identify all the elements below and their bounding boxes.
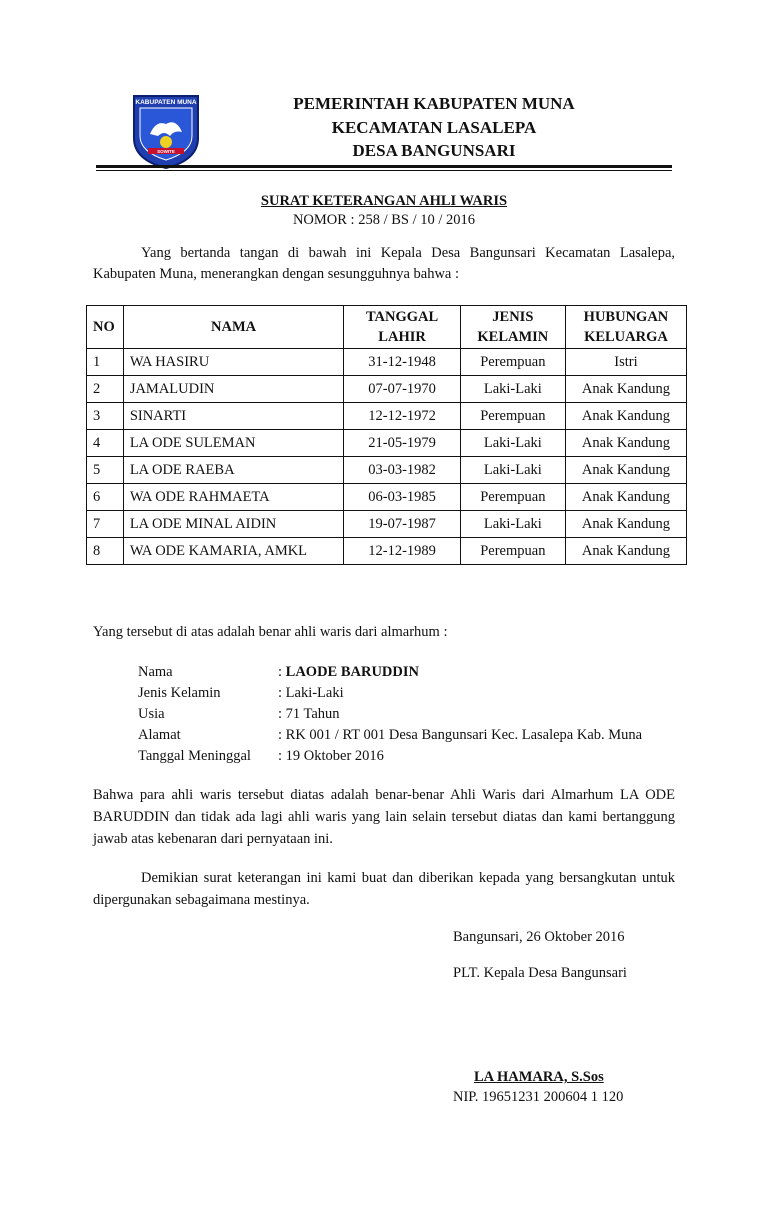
cell-no: 1 [87,349,124,376]
detail-row-usia [138,704,642,725]
detail-label: Nama [138,664,173,680]
header-village: DESA BANGUNSARI [352,141,516,160]
cell-hubungan: Anak Kandung [565,376,686,403]
cell-tanggal-lahir: 12-12-1972 [344,403,460,430]
header-jenis-line1: JENIS [492,309,534,325]
detail-value: : Laki-Laki [278,685,344,701]
cell-nama: WA HASIRU [123,349,344,376]
cell-no: 7 [87,511,124,538]
header-jenis-kelamin [460,306,565,349]
logo-bottom-text: SOWITE [157,149,175,154]
closing-paragraph: Demikian surat keterangan ini kami buat dan diberikan kepada yang bersangkutan untuk dipergunakan sebagaimana mestinya. [93,870,675,908]
cell-nama: LA ODE RAEBA [123,457,344,484]
detail-row-jenis-kelamin [138,683,642,704]
detail-value: : RK 001 / RT 001 Desa Bangunsari Kec. Lasalepa Kab. Muna [278,727,643,743]
letter-number: NOMOR : 258 / BS / 10 / 2016 [292,212,476,228]
header-district: KECAMATAN LASALEPA [331,118,537,137]
detail-label: Usia [138,706,165,722]
cell-hubungan: Anak Kandung [565,538,686,565]
cell-no: 2 [87,376,124,403]
cell-jenis-kelamin: Perempuan [460,349,565,376]
cell-nama: WA ODE RAHMAETA [123,484,344,511]
header-government: PEMERINTAH KABUPATEN MUNA [293,94,575,113]
logo-top-text: KABUPATEN MUNA [135,99,197,106]
cell-jenis-kelamin: Perempuan [460,403,565,430]
signature-place-date: Bangunsari, 26 Oktober 2016 [453,929,625,945]
cell-tanggal-lahir: 03-03-1982 [344,457,460,484]
letter-title: SURAT KETERANGAN AHLI WARIS [260,193,508,209]
detail-value: : 19 Oktober 2016 [278,748,384,764]
detail-value: : 71 Tahun [278,706,340,722]
cell-jenis-kelamin: Laki-Laki [460,430,565,457]
cell-tanggal-lahir: 06-03-1985 [344,484,460,511]
detail-colon: : [278,664,286,680]
detail-label: Alamat [138,727,181,743]
header-no: NO [87,306,124,349]
deceased-details [138,662,642,767]
cell-jenis-kelamin: Perempuan [460,538,565,565]
signatory-nip: NIP. 19651231 200604 1 120 [453,1089,624,1105]
table-row [87,457,687,484]
cell-tanggal-lahir: 12-12-1989 [344,538,460,565]
cell-jenis-kelamin: Perempuan [460,484,565,511]
cell-nama: SINARTI [123,403,344,430]
header-hubungan-keluarga [565,306,686,349]
cell-hubungan: Istri [565,349,686,376]
header-tanggal-line1: TANGGAL [365,309,439,325]
table-row [87,538,687,565]
cell-hubungan: Anak Kandung [565,484,686,511]
deceased-intro: Yang tersebut di atas adalah benar ahli waris dari almarhum : [93,624,448,640]
cell-hubungan: Anak Kandung [565,457,686,484]
detail-label: Tanggal Meninggal [138,748,251,764]
cell-hubungan: Anak Kandung [565,403,686,430]
deceased-name: LAODE BARUDDIN [285,664,419,680]
statement-paragraph: Bahwa para ahli waris tersebut diatas adalah benar-benar Ahli Waris dari Almarhum LA ODE BARUDDIN dan tidak ada lagi ahli waris yang lain selain tersebut diatas dan kami bertanggung jawab atas kebenaran dari pernyataan ini. [93,787,675,847]
cell-no: 4 [87,430,124,457]
header-jenis-line2: KELAMIN [477,329,549,345]
table-row [87,349,687,376]
cell-tanggal-lahir: 07-07-1970 [344,376,460,403]
detail-row-nama [138,662,642,683]
table-row [87,484,687,511]
table-row [87,376,687,403]
detail-label: Jenis Kelamin [138,685,221,701]
table-row [87,430,687,457]
header-tanggal-lahir [344,306,460,349]
cell-jenis-kelamin: Laki-Laki [460,511,565,538]
cell-nama: JAMALUDIN [123,376,344,403]
cell-no: 6 [87,484,124,511]
header-hubungan-line2: KELUARGA [584,329,668,345]
intro-paragraph: Yang bertanda tangan di bawah ini Kepala Desa Bangunsari Kecamatan Lasalepa, Kabupaten Muna, menerangkan dengan sesungguhnya bahwa : [93,245,675,282]
cell-no: 8 [87,538,124,565]
letterhead-divider-thin [96,170,672,171]
table-row [87,511,687,538]
cell-jenis-kelamin: Laki-Laki [460,376,565,403]
cell-nama: LA ODE SULEMAN [123,430,344,457]
table-row [87,403,687,430]
cell-tanggal-lahir: 21-05-1979 [344,430,460,457]
table-header-row [87,306,687,349]
cell-tanggal-lahir: 19-07-1987 [344,511,460,538]
cell-hubungan: Anak Kandung [565,430,686,457]
header-tanggal-line2: LAHIR [378,329,426,345]
detail-row-alamat [138,725,642,746]
cell-jenis-kelamin: Laki-Laki [460,457,565,484]
header-hubungan-line1: HUBUNGAN [583,309,669,325]
detail-value [278,662,419,683]
cell-no: 3 [87,403,124,430]
header-nama: NAMA [123,306,344,349]
cell-nama: LA ODE MINAL AIDIN [123,511,344,538]
signatory-name: LA HAMARA, S.Sos [474,1069,604,1085]
cell-tanggal-lahir: 31-12-1948 [344,349,460,376]
cell-nama: WA ODE KAMARIA, AMKL [123,538,344,565]
signature-position: PLT. Kepala Desa Bangunsari [453,965,627,981]
letterhead-divider-thick [96,165,672,168]
detail-row-tanggal-meninggal [138,746,642,767]
cell-hubungan: Anak Kandung [565,511,686,538]
heirs-table [86,305,687,565]
cell-no: 5 [87,457,124,484]
